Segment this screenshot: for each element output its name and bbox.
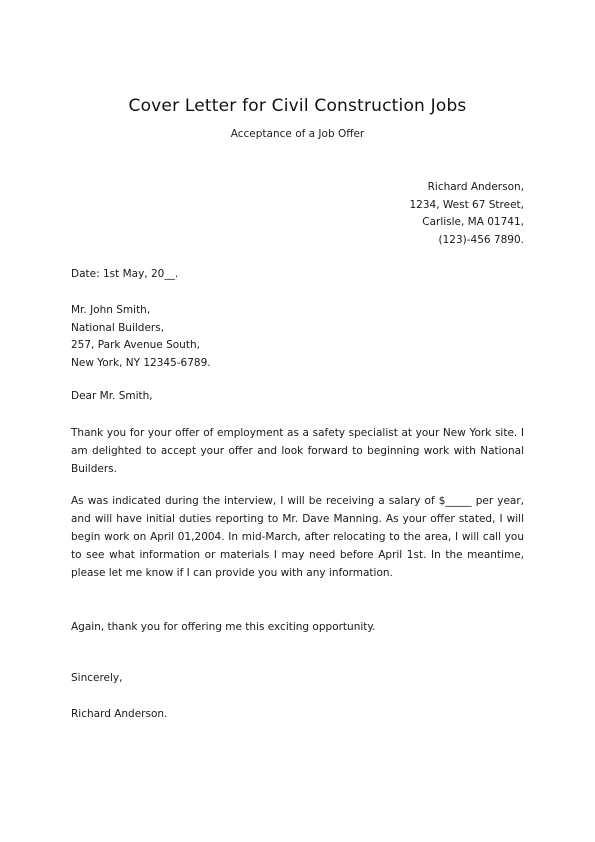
- body-paragraph-1: Thank you for your offer of employment as a safety specialist at your New York site. I am delighted to accept your offer and look forward to beginning work with National Builders.: [71, 427, 524, 475]
- body-paragraph-2: As was indicated during the interview, I will be receiving a salary of $_____ per year, and will have initial duties reporting to Mr. Dave Manning. As your offer stated, I will begin work on April 01,2004. In mid-March, after relocating to the area, I will call you to see what information or materials I may need before April 1st. In the meantime, please let me know if I can provide you with any information.: [71, 495, 524, 579]
- letter-date: Date: 1st May, 20__.: [71, 268, 179, 280]
- recipient-street: 257, Park Avenue South,: [71, 339, 200, 351]
- sender-name: Richard Anderson,: [427, 181, 524, 193]
- recipient-company: National Builders,: [71, 321, 165, 334]
- sender-city: Carlisle, MA 01741,: [422, 216, 524, 228]
- sender-phone: (123)-456 7890.: [438, 233, 524, 246]
- closing: Sincerely,: [71, 672, 123, 684]
- signature-name: Richard Anderson.: [71, 708, 168, 720]
- salutation: Dear Mr. Smith,: [71, 390, 153, 402]
- sender-street: 1234, West 67 Street,: [409, 198, 524, 211]
- document-title: Cover Letter for Civil Construction Jobs: [128, 96, 467, 116]
- recipient-address: [71, 302, 524, 372]
- recipient-city: New York, NY 12345-6789.: [71, 356, 211, 369]
- recipient-name: Mr. John Smith,: [71, 304, 151, 316]
- document-subtitle: Acceptance of a Job Offer: [230, 128, 365, 140]
- body-paragraph-3: Again, thank you for offering me this exciting opportunity.: [71, 621, 376, 633]
- sender-address: [410, 179, 525, 249]
